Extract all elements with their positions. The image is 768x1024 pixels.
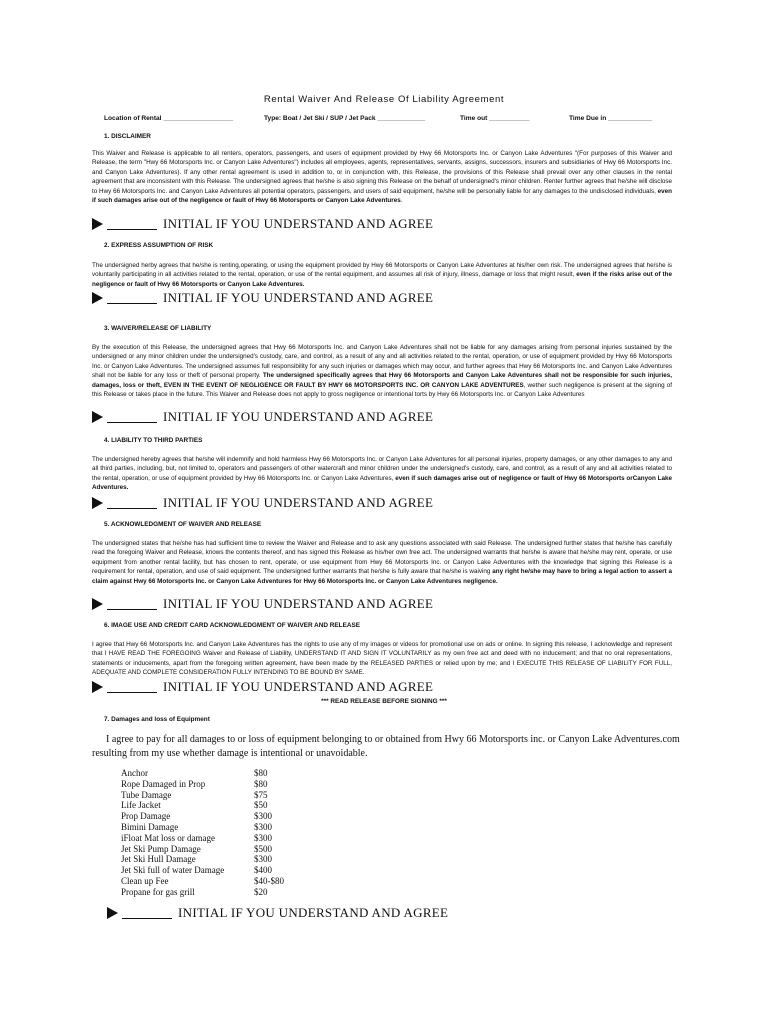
list-item	[121, 790, 284, 801]
initial-line-3[interactable]	[92, 409, 433, 425]
initial-line-2[interactable]	[92, 290, 433, 306]
initial-label: INITIAL IF YOU UNDERSTAND AND AGREE	[178, 905, 449, 920]
damage-item: Rope Damaged in Prop	[121, 778, 206, 789]
damages-agreement: I agree to pay for all damages to or loss of equipment belonging to or obtained from Hwy 66 Motorsports inc. or Canyon Lake Adventures.com resulting from my use whether damage is intentional or unavoidable.	[92, 734, 680, 759]
section-heading-waiver-release: 3. WAIVER/RELEASE OF LIABILITY	[104, 325, 212, 332]
section-body-assumption-of-risk: The undersigned herby agrees that he/she is renting,operating, or using the equipment provided by Hwy 66 Motorsports or Canyon Lake Adventures at his/her own risk. The undersigned agrees that he/she is voluntarily participating in all activities related to the rental, operation, or use of the rental equipment, and assumes all risk of injury, illness, damage or loss that might result, even if the risks arise out of the negligence or fault of Hwy 66 Motorsports or Canyon Lake Adventures.	[92, 262, 672, 288]
list-item	[121, 811, 284, 822]
initial-line-5[interactable]	[92, 596, 433, 612]
arrow-icon	[92, 292, 103, 304]
section-body-third-parties: The undersigned hereby agrees that he/she will indemnify and hold harmless Hwy 66 Motorsports Inc. or Canyon Lake Adventures for all personal injuries, property damages, or any other damages to any and all third parties, including, but, not limited to, operators and passengers of other watercraft and minor children under the undersigned's custody, care, and control, as a result of any and all activities related to the rental, operation, or use of equipment provided by Hwy 66 Motorsports Inc. or Canyon Lake Adventures, even if such damages arise out of negligence or fault of Hwy 66 Motorsports orCanyon Lake Adventures.	[92, 456, 672, 492]
list-item	[121, 876, 284, 887]
arrow-icon	[92, 598, 103, 610]
initial-line-1[interactable]	[92, 216, 433, 232]
section-body-disclaimer: This Waiver and Release is applicable to all renters, operators, passengers, and users of equipment provided by Hwy 66 Motorsports Inc. or Canyon Lake Adventures "(For purposes of this Waiver and Release, the term "Hwy 66 Motorsports Inc. or Canyon Lake Adventures") includes all employees, agents, representatives, servants, assigns, successors, insurers and subsidiaries of Hwy 66 Motorsports Inc. and Canyon Lake Adventures). If any other rental agreement is used in addition to, or in conjunction with, this Release, the provisions of this Release shall prevail over any other clauses in the rental agreement that are inconsistent with this Release. The undersigned agrees that he/she is also signing this Release on the behalf of undersigned's minor children. Renter further agrees that he/she will disclose to Hwy 66 Motorsports Inc. and Canyon Lake Adventures all potential operators, passengers, and users of said equipment, he/she will be personally liable for any damages to the undisclosed individuals, even if such damages arise out of the negligence or fault of Hwy 66 Motorsports or Canyon Lake Adventures.	[92, 150, 672, 205]
list-item	[121, 822, 284, 833]
section-body-waiver-release: By the execution of this Release, the undersigned agrees that Hwy 66 Motorsports Inc. and Canyon Lake Adventures shall not be liable for any damages arising from personal injuries sustained by the undersigned or any minor children under the undersigned's custody, care, and control, as a result of any and all activities related to the rental, operation, or use of equipment provided by Hwy 66 Motorsports Inc. or Canyon Lake Adventures. The undersigned assumes full responsibility for any such injuries or damages which may occur, and further agrees that Hwy 66 Motorsports Inc. and Canyon Lake Adventures shall not be liable for any loss or theft of personal property. The undersigned specifically agrees that Hwy 66 Motorsports and Canyon Lake Adventures shall not be responsible for such injuries, damages, loss or theft, EVEN IN THE EVENT OF NEGLIGENCE OR FAULT BY HWY 66 MOTORSPORTS INC. OR CANYON LAKE ADVENTURES, wether such negligence is present at the signing of this Release or takes place in the future. This Waiver and Release does not apply to gross negligence or intentional torts by Hwy 66 Motorsports Inc. or Canyon Lake Adventures	[92, 344, 672, 399]
section-body-image-use: I agree that Hwy 66 Motorsports Inc. and Canyon Lake Adventures has the rights to use any of my images or videos for promotional use on ads or online. In signing this release, I acknowledge and represent that I HAVE READ THE FOREGOING Waiver and Release of Liability, UNDERSTAND IT AND SIGN IT VOLUNTARILY as my own free act and deed with no inducement; and that no oral representations, statements or inducements, apart from the foregoing written agreement, have been made by the RELEASED PARTIES or relied upon by me; and I EXECUTE THIS RELEASE OF LIABILITY FOR FULL, ADEQUATE AND COMPLETE CONSIDERATION FULLY INTENDING TO BE BOUND BY SAME.	[92, 641, 672, 677]
initial-blank[interactable]	[107, 292, 157, 304]
damage-cost: $300	[254, 854, 272, 865]
initial-label: INITIAL IF YOU UNDERSTAND AND AGREE	[163, 679, 434, 694]
initial-line-7[interactable]	[107, 905, 448, 921]
initial-line-4[interactable]	[92, 495, 433, 511]
damage-item: Tube Damage	[121, 789, 172, 800]
damage-cost: $300	[254, 832, 272, 843]
initial-line-6[interactable]	[92, 679, 433, 695]
time-due-field[interactable]: Time Due in ____________	[569, 115, 653, 122]
arrow-icon	[107, 907, 118, 919]
read-before-signing: *** READ RELEASE BEFORE SIGNING ***	[321, 698, 447, 705]
initial-label: INITIAL IF YOU UNDERSTAND AND AGREE	[163, 495, 434, 510]
document-title: Rental Waiver And Release Of Liability Agreement	[263, 94, 505, 105]
damage-item: Clean up Fee	[121, 875, 169, 886]
damage-cost: $80	[254, 768, 268, 778]
list-item	[121, 887, 284, 898]
damage-item: Prop Damage	[121, 811, 171, 822]
list-item	[121, 854, 284, 865]
damage-item: Life Jacket	[121, 800, 161, 811]
list-item	[121, 779, 284, 790]
arrow-icon	[92, 411, 103, 423]
damage-cost: $20	[254, 886, 268, 897]
damage-cost: $50	[254, 800, 268, 811]
damage-item: iFloat Mat loss or damage	[121, 832, 215, 843]
section-heading-damages: 7. Damages and loss of Equipment	[104, 716, 210, 723]
damage-cost-list	[121, 768, 284, 898]
initial-blank[interactable]	[107, 218, 157, 230]
damage-cost: $40-$80	[254, 875, 284, 886]
damage-cost: $400	[254, 865, 272, 876]
initial-blank[interactable]	[107, 411, 157, 423]
damage-item: Jet Ski Hull Damage	[121, 854, 196, 865]
damage-cost: $300	[254, 821, 272, 832]
location-field[interactable]: Location of Rental ___________________	[104, 115, 234, 122]
list-item	[121, 844, 284, 855]
initial-blank[interactable]	[107, 598, 157, 610]
section-heading-assumption-of-risk: 2. EXPRESS ASSUMPTION OF RISK	[104, 242, 214, 249]
initial-blank[interactable]	[107, 497, 157, 509]
initial-label: INITIAL IF YOU UNDERSTAND AND AGREE	[163, 290, 434, 305]
damage-item: Bimini Damage	[121, 821, 179, 832]
section-heading-disclaimer: 1. DISCLAIMER	[104, 133, 151, 140]
section-heading-third-parties: 4. LIABILITY TO THIRD PARTIES	[104, 437, 203, 444]
list-item	[121, 833, 284, 844]
damage-cost: $300	[254, 811, 272, 822]
initial-blank[interactable]	[122, 907, 172, 919]
arrow-icon	[92, 681, 103, 693]
arrow-icon	[92, 497, 103, 509]
initial-label: INITIAL IF YOU UNDERSTAND AND AGREE	[163, 409, 434, 424]
section-body-acknowledgment: The undersigned states that he/she has had sufficient time to review the Waiver and Release and to ask any questions associated with said Release. The undersigned further states that he/she has carefully read the foregoing Waiver and Release, knows the contents thereof, and has signed this Release as his/her own free act. The undersigned warrants that he/she is aware that he/she may rent, operate, or use equipment from another rental facility, but has chosen to rent, operate, or use equipment from Hwy 66 Motorsports Inc. or Canyon Lake Adventures with the knowledge that signing this Release is a requirement for rental, operation, and use of said equipment. The undersigned further warrants that he/she is fully aware that he/she is waiving any right he/she may have to bring a legal action to assert a claim against Hwy 66 Motorsports Inc. or Canyon Lake Adventures for Hwy 66 Motorsports Inc. or Canyon Lake Adventures negligence.	[92, 540, 672, 585]
section-heading-acknowledgment: 5. ACKNOWLEDGMENT OF WAIVER AND RELEASE	[104, 521, 262, 528]
damage-item: Anchor	[121, 768, 148, 778]
initial-label: INITIAL IF YOU UNDERSTAND AND AGREE	[163, 596, 434, 611]
damage-cost: $500	[254, 843, 272, 854]
time-out-field[interactable]: Time out ___________	[460, 115, 530, 122]
list-item	[121, 800, 284, 811]
damage-cost: $75	[254, 789, 268, 800]
section-heading-image-use: 6. IMAGE USE AND CREDIT CARD ACKNOWLEDGMENT OF WAIVER AND RELEASE	[104, 622, 360, 629]
initial-label: INITIAL IF YOU UNDERSTAND AND AGREE	[163, 216, 434, 231]
damage-cost: $80	[254, 778, 268, 789]
damage-item: Propane for gas grill	[121, 886, 195, 897]
damage-item: Jet Ski full of water Damage	[121, 865, 225, 876]
initial-blank[interactable]	[107, 681, 157, 693]
arrow-icon	[92, 218, 103, 230]
type-field[interactable]: Type: Boat / Jet Ski / SUP / Jet Pack _____________	[264, 115, 426, 122]
damage-item: Jet Ski Pump Damage	[121, 843, 201, 854]
list-item	[121, 865, 284, 876]
list-item	[121, 768, 284, 779]
